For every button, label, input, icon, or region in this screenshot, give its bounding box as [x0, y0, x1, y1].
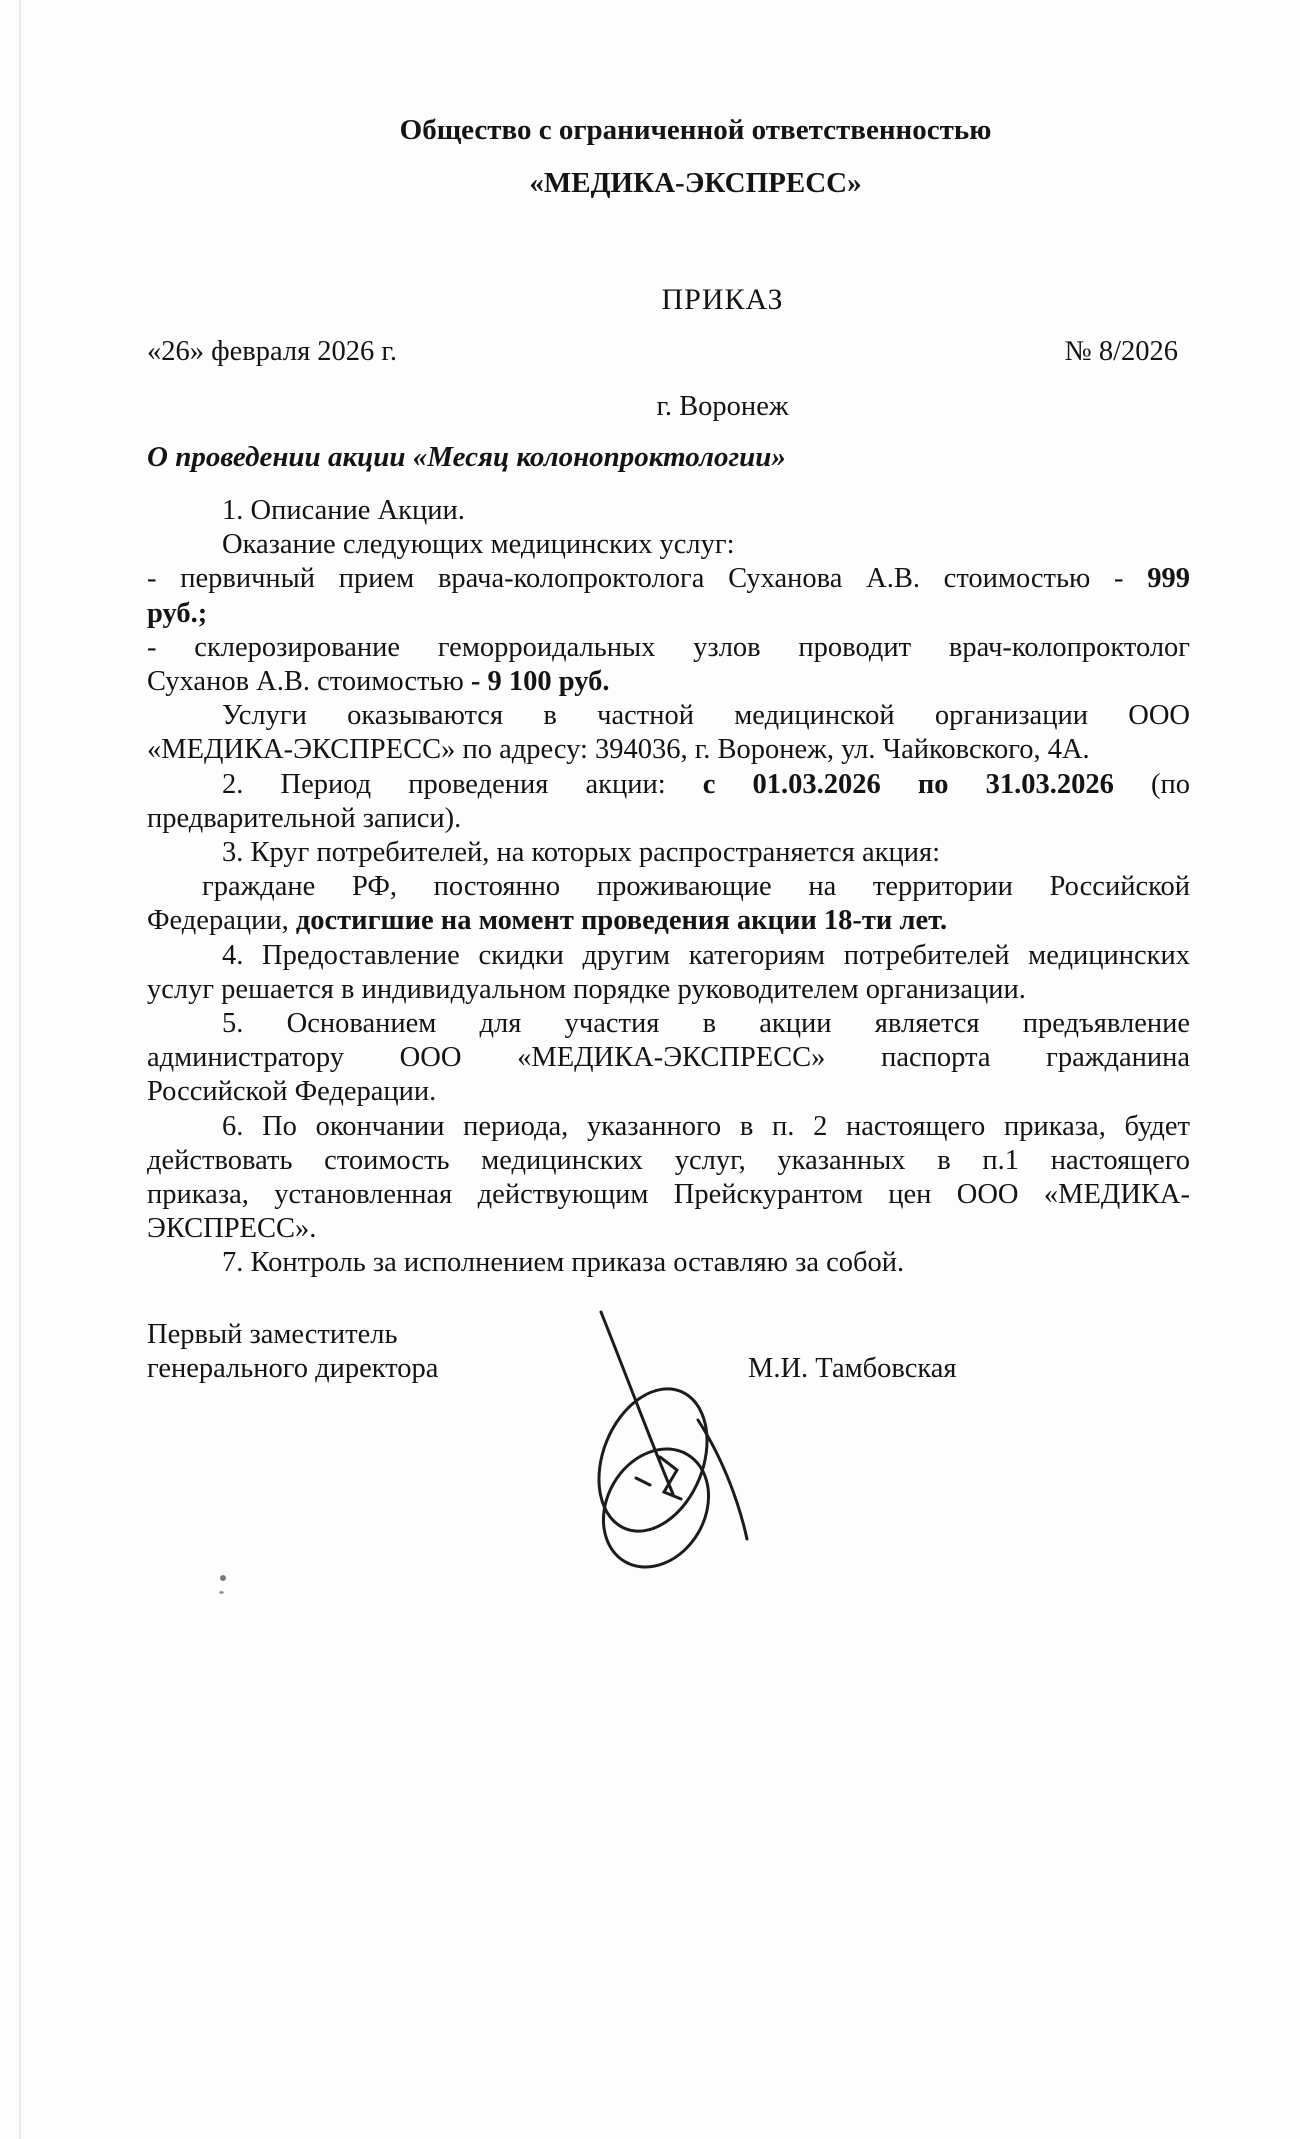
body-line	[147, 733, 1190, 767]
body-text-segment: 5. Основанием для участия в акции является предъявление	[222, 1008, 1190, 1040]
document-number: № 8/2026	[1064, 336, 1178, 367]
body-text-segment: администратору ООО «МЕДИКА-ЭКСПРЕСС» паспорта гражданина	[147, 1042, 1190, 1074]
body-line	[147, 836, 1190, 870]
body-text-segment: 4. Предоставление скидки другим категориям потребителей медицинских	[222, 939, 1190, 971]
body-line	[147, 562, 1190, 596]
body-line	[147, 870, 1190, 904]
body-text-segment: Российской Федерации.	[147, 1076, 437, 1108]
body-line	[147, 1075, 1190, 1109]
document-body	[147, 494, 1190, 1281]
scan-speck-dot	[220, 1575, 226, 1581]
body-text-segment: (по	[1113, 768, 1190, 800]
body-line	[147, 1041, 1190, 1075]
body-text-segment: - склерозирование геморроидальных узлов проводит врач-колопроктолог	[147, 631, 1190, 663]
body-line	[147, 597, 1190, 631]
body-line	[147, 904, 1190, 938]
handwritten-signature-scribble	[540, 1292, 800, 1592]
body-line	[147, 631, 1190, 665]
body-text-segment: ЭКСПРЕСС».	[147, 1213, 317, 1245]
body-line	[147, 1144, 1190, 1178]
body-text-segment: руб.;	[147, 597, 208, 629]
body-text-segment: 7. Контроль за исполнением приказа оставляю за собой.	[222, 1247, 905, 1279]
body-line	[147, 802, 1190, 836]
body-line	[147, 768, 1190, 802]
body-line	[147, 1178, 1190, 1212]
body-line	[147, 973, 1190, 1007]
body-text-segment: 2. Период проведения акции:	[222, 768, 703, 800]
scan-edge-artifact-line	[19, 0, 21, 2139]
body-text-segment: действовать стоимость медицинских услуг, указанных в п.1 настоящего	[147, 1144, 1190, 1176]
body-text-segment: предварительной записи).	[147, 802, 462, 834]
body-text-segment: Оказание следующих медицинских услуг:	[222, 529, 735, 561]
body-text-segment: - 9 100 руб.	[470, 666, 610, 698]
signatory-position-line1: Первый заместитель	[147, 1319, 398, 1350]
body-line	[147, 1007, 1190, 1041]
document-type-title: ПРИКАЗ	[661, 283, 784, 316]
body-text-segment: 6. По окончании периода, указанного в п. 2 настоящего приказа, будет	[222, 1110, 1190, 1142]
organization-header	[147, 112, 1190, 201]
body-text-segment: с 01.03.2026 по 31.03.2026	[702, 768, 1114, 800]
body-text-segment: - первичный прием врача-колопроктолога Суханова А.В. стоимостью -	[147, 563, 1148, 595]
organization-name-line1: Общество с ограниченной ответственностью	[399, 114, 992, 146]
body-text-segment: достигшие на момент проведения акции 18-ти лет.	[295, 905, 948, 937]
signature-zigzag	[660, 1457, 681, 1499]
body-text-segment: Услуги оказываются в частной медицинской организации ООО	[222, 700, 1190, 732]
signatory-position-line2: генерального директора	[147, 1353, 439, 1384]
body-text-segment: услуг решается в индивидуальном порядке руководителем организации.	[147, 973, 1026, 1005]
signature-small-dash	[636, 1478, 650, 1485]
body-line	[147, 528, 1190, 562]
document-city: г. Воронеж	[656, 391, 789, 422]
body-text-segment: Суханов А.В. стоимостью	[147, 666, 471, 698]
document-date: «26» февраля 2026 г.	[147, 336, 398, 367]
scan-speck-dash	[219, 1591, 224, 1594]
body-line	[147, 665, 1190, 699]
body-text-segment: 999	[1147, 563, 1190, 595]
body-line	[147, 939, 1190, 973]
body-text-segment: «МЕДИКА-ЭКСПРЕСС» по адресу: 394036, г. Воронеж, ул. Чайковского, 4А.	[147, 734, 1090, 766]
date-number-row	[147, 336, 1190, 368]
body-text-segment: 3. Круг потребителей, на которых распространяется акция:	[222, 837, 940, 869]
body-text-segment: приказа, установленная действующим Прейскурантом цен ООО «МЕДИКА-	[147, 1179, 1190, 1211]
organization-name-line2: «МЕДИКА-ЭКСПРЕСС»	[529, 167, 862, 199]
body-line	[147, 1212, 1190, 1246]
body-line	[147, 1110, 1190, 1144]
body-text-segment: 1. Описание Акции.	[222, 495, 465, 526]
body-line	[147, 699, 1190, 733]
body-text-segment: Федерации,	[147, 905, 296, 937]
body-text-segment: граждане РФ, постоянно проживающие на территории Российской	[202, 871, 1190, 903]
signatory-name: М.И. Тамбовская	[748, 1353, 957, 1384]
signature-long-stroke	[601, 1312, 673, 1494]
body-line	[147, 494, 1190, 528]
body-line	[147, 1246, 1190, 1280]
document-subject: О проведении акции «Месяц колонопроктологии»	[147, 441, 786, 473]
